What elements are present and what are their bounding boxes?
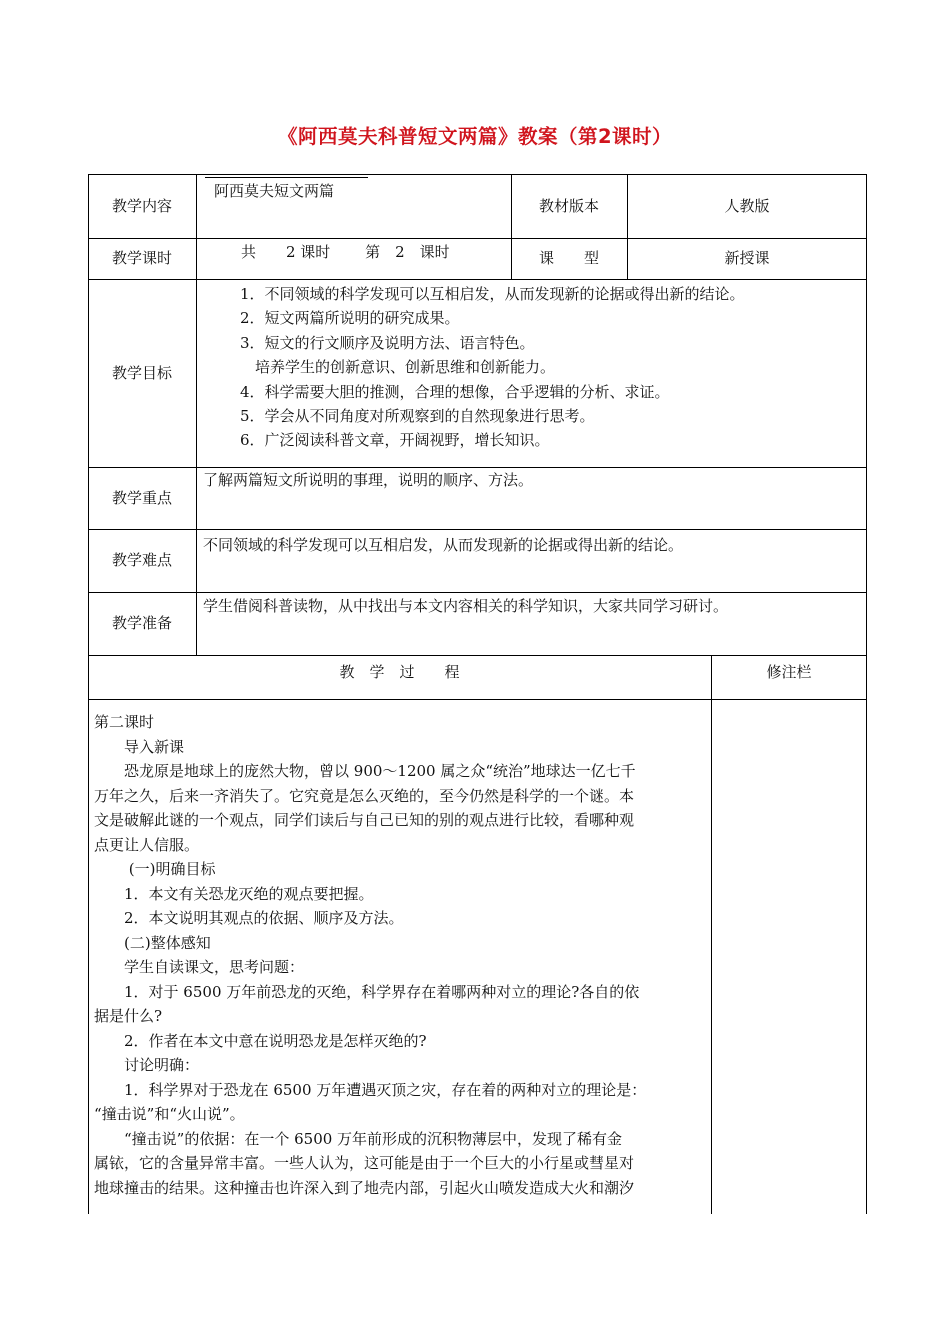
goal-item: 3．短文的行文顺序及说明方法、语言特色。 — [240, 333, 535, 352]
process-line: “撞击说”的依据：在一个 6500 万年前形成的沉积物薄层中，发现了稀有金 — [94, 1129, 623, 1148]
label-teaching-content: 教学内容 — [111, 196, 172, 215]
process-line: 属铱，它的含量异常丰富。一些人认为，这可能是由于一个巨大的小行星或彗星对 — [94, 1154, 635, 1172]
goal-item: 培养学生的创新意识、创新思维和创新能力。 — [240, 358, 556, 377]
row-divider — [88, 467, 867, 468]
notes-header: 修注栏 — [766, 663, 812, 681]
process-line: 2．本文说明其观点的依据、顺序及方法。 — [94, 909, 404, 927]
value-lesson-type: 新授课 — [724, 249, 770, 267]
value-difficult-points: 不同领域的科学发现可以互相启发，从而发现新的论据或得出新的结论。 — [203, 536, 684, 554]
goal-item: 1．不同领域的科学发现可以互相启发，从而发现新的论据或得出新的结论。 — [240, 285, 745, 303]
process-line: (一)明确目标 — [94, 860, 216, 878]
row-divider — [88, 655, 867, 656]
row-divider — [88, 279, 867, 280]
lesson-plan-table — [88, 174, 867, 1214]
process-line: 1．本文有关恐龙灭绝的观点要把握。 — [94, 884, 374, 903]
process-line: 文是破解此谜的一个观点，同学们读后与自己已知的别的观点进行比较，看哪种观 — [94, 811, 635, 829]
process-line: 据是什么? — [94, 1007, 163, 1025]
content-value-underline — [205, 177, 368, 178]
label-key-points: 教学重点 — [111, 488, 172, 507]
process-line: 点更让人信服。 — [94, 835, 200, 854]
process-line: 2．作者在本文中意在说明恐龙是怎样灭绝的? — [94, 1031, 427, 1050]
value-preparation: 学生借阅科普读物，从中找出与本文内容相关的科学知识，大家共同学习研讨。 — [203, 597, 729, 615]
column-divider — [196, 174, 197, 655]
process-line: 恐龙原是地球上的庞然大物，曾以 900～1200 属之众“统治”地球达一亿七千 — [94, 762, 636, 780]
label-difficult-points: 教学难点 — [111, 551, 172, 569]
process-line: 1．对于 6500 万年前恐龙的灭绝，科学界存在着哪两种对立的理论?各自的依 — [94, 982, 640, 1001]
column-divider — [711, 655, 712, 1214]
row-divider — [88, 699, 867, 700]
process-line: 讨论明确： — [94, 1056, 200, 1074]
process-line: 地球撞击的结果。这种撞击也许深入到了地壳内部，引起火山喷发造成大火和潮汐 — [94, 1178, 635, 1197]
process-line: “撞击说”和“火山说”。 — [94, 1105, 245, 1123]
label-lesson-type: 课 型 — [538, 249, 599, 267]
process-header: 教 学 过 程 — [339, 663, 460, 681]
value-class-hours: 共 2 课时 第 2 课时 — [241, 243, 450, 261]
table-border-right — [866, 174, 867, 1214]
process-line: 学生自读课文，思考问题： — [94, 958, 305, 976]
value-textbook-edition: 人教版 — [724, 196, 770, 215]
row-divider — [88, 592, 867, 593]
label-preparation: 教学准备 — [111, 614, 172, 632]
goal-item: 6．广泛阅读科普文章，开阔视野，增长知识。 — [240, 431, 550, 450]
document-title: 《阿西莫夫科普短文两篇》教案（第2课时） — [277, 125, 673, 148]
label-class-hours: 教学课时 — [111, 249, 172, 267]
process-body — [94, 710, 710, 1200]
process-line: 万年之久，后来一齐消失了。它究竟是怎么灭绝的，至今仍然是科学的一个谜。本 — [94, 786, 635, 805]
value-teaching-content: 阿西莫夫短文两篇 — [214, 182, 335, 200]
goal-item: 2．短文两篇所说明的研究成果。 — [240, 309, 460, 328]
goal-item: 5．学会从不同角度对所观察到的自然现象进行思考。 — [240, 406, 595, 425]
process-line: (二)整体感知 — [94, 933, 211, 952]
label-teaching-goals: 教学目标 — [111, 363, 172, 382]
process-line: 第二课时 — [94, 713, 155, 731]
row-divider — [88, 529, 867, 530]
process-line: 导入新课 — [94, 737, 185, 756]
process-line: 1．科学界对于恐龙在 6500 万年遭遇灭顶之灾，存在着的两种对立的理论是： — [94, 1080, 647, 1099]
label-textbook-edition: 教材版本 — [538, 196, 599, 215]
goals-list — [240, 282, 745, 453]
value-key-points: 了解两篇短文所说明的事理，说明的顺序、方法。 — [203, 471, 534, 489]
goal-item: 4．科学需要大胆的推测，合理的想像，合乎逻辑的分析、求证。 — [240, 382, 670, 401]
